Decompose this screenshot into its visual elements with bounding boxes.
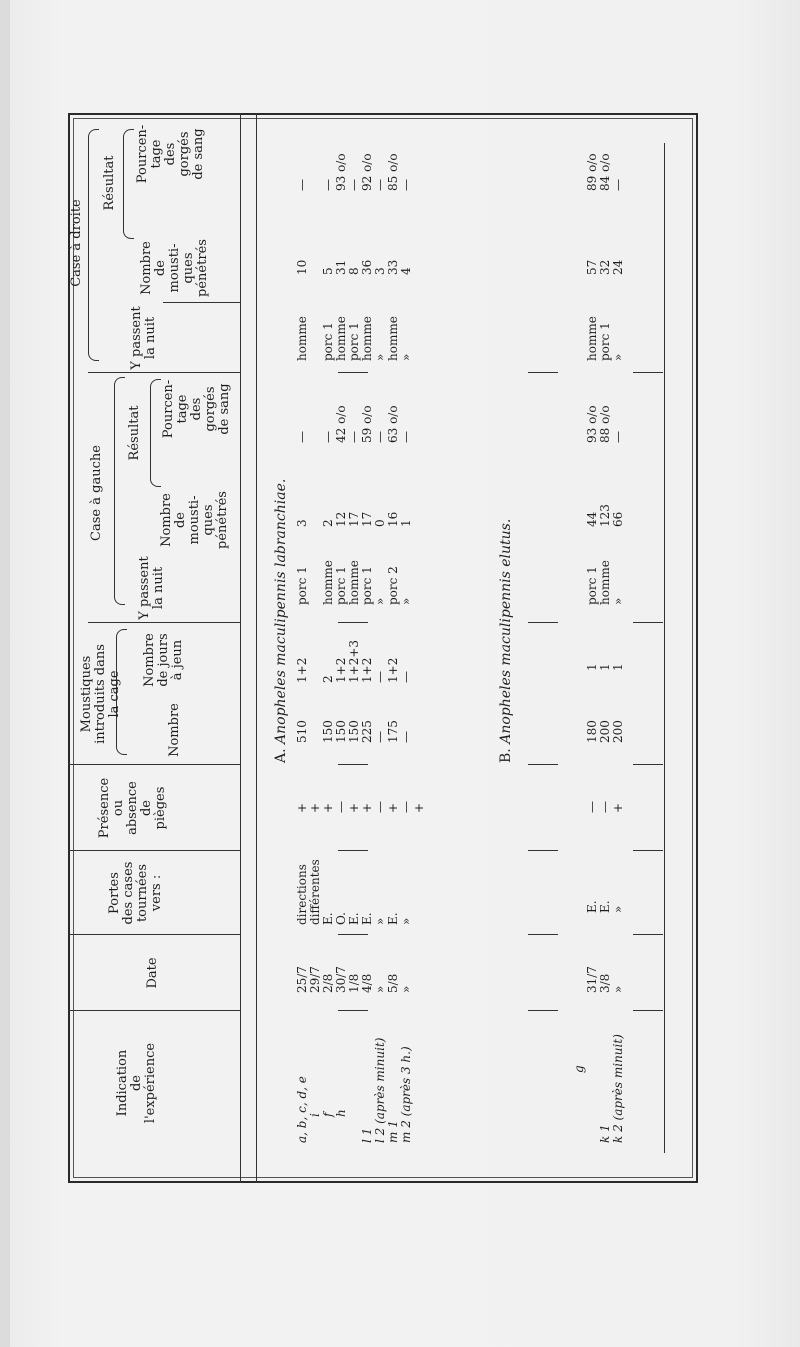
table-cell: O.	[334, 912, 348, 925]
table-cell: 150	[347, 720, 361, 743]
table-cell: k 2 (après minuit)	[611, 1034, 625, 1143]
table-cell: 1+2	[295, 657, 309, 683]
table-cell: 17	[347, 511, 361, 527]
table-cell: —	[399, 431, 413, 443]
header-jours	[143, 625, 185, 695]
table-cell: +	[295, 802, 309, 813]
table-cell: —	[321, 431, 335, 443]
section-title: Anopheles maculipennis labranchiae.	[273, 478, 289, 744]
table-cell: 3/8	[598, 973, 612, 993]
header-text: des cases	[121, 861, 136, 925]
table-cell: porc 1	[585, 566, 599, 605]
table-cell: porc 1	[360, 566, 374, 605]
table-cell: —	[334, 801, 348, 813]
header-droite-pourcen	[136, 119, 206, 189]
table-cell: +	[308, 802, 322, 813]
table-cell: 33	[386, 259, 400, 275]
table-cell: +	[321, 802, 335, 813]
a-pieges-col	[296, 801, 426, 813]
table-cell: porc 1	[598, 322, 612, 361]
header-text: Présence	[97, 777, 112, 839]
table-cell: »	[373, 985, 387, 993]
header-pieges	[98, 769, 168, 847]
header-text: des	[189, 397, 204, 421]
a-droite-passent-col	[296, 316, 413, 361]
header-text: Case à gauche	[89, 445, 104, 541]
a-indication-col	[296, 1038, 413, 1143]
header-text: gorgés	[177, 131, 192, 177]
a-droite-pct-col	[296, 153, 413, 191]
header-gauche-mousti	[160, 487, 230, 553]
header-text: Pourcen-	[135, 124, 150, 184]
table-cell: 25/7	[295, 966, 309, 993]
table-cell: —	[373, 801, 387, 813]
header-text: Nombre	[139, 241, 154, 295]
data-sep	[528, 764, 558, 765]
table-cell: 1+2+3	[347, 639, 361, 683]
table-cell: 1+2	[360, 657, 374, 683]
table-cell: homme	[598, 560, 612, 605]
header-gauche-passent	[138, 555, 166, 621]
table-cell: 4/8	[360, 973, 374, 993]
data-sep	[633, 372, 663, 373]
table-cell: i	[308, 1113, 322, 1117]
b-gauche-passent-col	[586, 560, 625, 605]
header-text: l'expérience	[143, 1042, 158, 1124]
brace-resultat-gauche	[150, 379, 161, 487]
table-cell: —	[611, 431, 625, 443]
table-cell: 2/8	[321, 973, 335, 993]
header-text: vers :	[149, 874, 164, 912]
table-cell: 57	[585, 259, 599, 275]
header-text: pénétrés	[195, 239, 210, 297]
header-text: la nuit	[143, 316, 158, 360]
table-cell: —	[611, 179, 625, 191]
a-nombre-col	[296, 720, 413, 743]
col-sep	[68, 934, 240, 935]
bottom-rule	[664, 143, 665, 1153]
table-cell: E.	[321, 912, 335, 925]
table-cell: E.	[598, 900, 612, 913]
table-cell: 88 o/o	[598, 405, 612, 443]
table-cell: 36	[360, 259, 374, 275]
table-cell: 24	[611, 259, 625, 275]
table-cell: 200	[598, 720, 612, 743]
data-sep	[633, 764, 663, 765]
header-gauche-resultat	[128, 383, 142, 483]
header-droite-resultat	[103, 133, 117, 233]
header-text: Nombre	[159, 493, 174, 547]
table-cell: 66	[611, 511, 625, 527]
col-sep	[163, 302, 240, 303]
table-cell: 93 o/o	[334, 153, 348, 191]
data-sep	[528, 622, 558, 623]
table-cell: 44	[585, 511, 599, 527]
table-cell: 59 o/o	[360, 405, 374, 443]
table-cell: porc 1	[347, 322, 361, 361]
table-cell: porc 1	[334, 566, 348, 605]
table-cell: —	[585, 801, 599, 813]
header-text: introduits dans	[93, 644, 108, 744]
table-cell: 93 o/o	[585, 405, 599, 443]
page-gutter	[0, 0, 10, 1347]
header-text: ou	[111, 799, 126, 817]
col-sep	[68, 850, 240, 851]
table-cell: 1	[585, 663, 599, 671]
a-droite-nombre-col	[296, 260, 413, 275]
table-cell: m 2 (après 3 h.)	[399, 1046, 413, 1143]
b-droite-nombre-col	[586, 260, 625, 275]
header-gauche-pourcen	[162, 375, 232, 443]
table-cell: 200	[611, 720, 625, 743]
brace-case-gauche	[114, 377, 125, 605]
table-cell: +	[347, 802, 361, 813]
header-droite-passent	[130, 305, 158, 371]
header-text: de	[139, 800, 154, 817]
table-cell: —	[347, 431, 361, 443]
header-case-gauche	[90, 403, 104, 583]
table-cell: a, b, c, d, e	[295, 1076, 309, 1143]
table-cell: directions	[295, 864, 309, 925]
table-cell: —	[598, 801, 612, 813]
table-cell: +	[360, 802, 374, 813]
table-cell: porc 1	[321, 322, 335, 361]
a-jours-col	[296, 640, 413, 683]
table-cell: porc 1	[295, 566, 309, 605]
col-sep	[88, 622, 240, 623]
table-cell: 2	[321, 519, 335, 527]
header-text: Nombre	[142, 633, 157, 687]
table-cell: différentes	[308, 859, 322, 925]
table-cell: —	[399, 671, 413, 683]
header-text: la cage	[107, 670, 122, 718]
table-cell: —	[373, 671, 387, 683]
table-cell: 84 o/o	[598, 153, 612, 191]
header-text: Nombre	[167, 703, 182, 757]
data-sep	[528, 850, 558, 851]
table-cell: 30/7	[334, 966, 348, 993]
header-text: tournées	[135, 863, 150, 923]
header-text: pièges	[153, 786, 168, 830]
table-cell: 8	[347, 267, 361, 275]
table-cell: —	[373, 431, 387, 443]
header-text: Pourcen-	[161, 379, 176, 439]
table-cell: porc 2	[386, 566, 400, 605]
data-sep	[633, 934, 663, 935]
table-cell: homme	[585, 316, 599, 361]
brace-case-droite	[88, 129, 99, 361]
table-cell: —	[373, 731, 387, 743]
header-text: tage	[149, 139, 164, 169]
header-text: gorgés	[203, 386, 218, 432]
table-cell: E.	[360, 912, 374, 925]
data-sep	[338, 934, 368, 935]
table-cell: +	[386, 802, 400, 813]
header-text: de sang	[191, 128, 206, 180]
b-indication-col	[573, 1034, 625, 1143]
header-rule-double	[256, 113, 257, 1183]
table-cell: 16	[386, 511, 400, 527]
table-cell: 4	[399, 267, 413, 275]
header-indication	[116, 1023, 158, 1143]
table-cell: 17	[360, 511, 374, 527]
header-text: de jours	[156, 633, 171, 687]
table-cell: 1	[611, 663, 625, 671]
data-sep	[338, 850, 368, 851]
table-cell: 1+2	[386, 657, 400, 683]
b-droite-pct-col	[586, 153, 625, 191]
table-cell: »	[399, 597, 413, 605]
table-cell: 63 o/o	[386, 405, 400, 443]
table-cell: homme	[321, 560, 335, 605]
table-cell: 180	[585, 720, 599, 743]
table-cell: h	[334, 1109, 348, 1117]
header-moustiques	[80, 625, 122, 763]
table-cell: 150	[334, 720, 348, 743]
section-b-title	[498, 519, 514, 763]
table-cell: +	[611, 802, 625, 813]
header-text: ques	[201, 504, 216, 536]
table-cell: 225	[360, 720, 374, 743]
header-text: Date	[145, 957, 160, 989]
table-cell: homme	[347, 560, 361, 605]
data-sep	[338, 764, 368, 765]
data-sep	[528, 372, 558, 373]
table-cell: —	[295, 431, 309, 443]
section-label: A.	[273, 748, 289, 763]
header-text: de	[153, 260, 168, 277]
table-cell: »	[611, 353, 625, 361]
table-cell: 1	[598, 663, 612, 671]
b-date-col	[586, 966, 625, 993]
data-sep	[633, 850, 663, 851]
b-gauche-nombre-col	[586, 504, 625, 527]
table-cell: 3	[295, 519, 309, 527]
header-nombre	[168, 697, 182, 763]
header-text: Portes	[107, 872, 122, 914]
header-text: pénétrés	[215, 491, 230, 549]
table-cell: —	[295, 179, 309, 191]
col-sep	[68, 764, 240, 765]
table-cell: —	[399, 179, 413, 191]
table-cell: E.	[585, 900, 599, 913]
table-cell: 85 o/o	[386, 153, 400, 191]
table-cell: —	[399, 731, 413, 743]
table-cell: —	[347, 179, 361, 191]
table-cell: 89 o/o	[585, 153, 599, 191]
header-text: mousti-	[167, 243, 182, 293]
header-text: ques	[181, 252, 196, 284]
table-cell: 29/7	[308, 966, 322, 993]
table-cell: l 2 (après minuit)	[373, 1037, 387, 1143]
header-text: de	[173, 512, 188, 529]
b-droite-passent-col	[586, 316, 625, 361]
table-cell: »	[611, 985, 625, 993]
b-jours-col	[586, 663, 625, 671]
table-cell: 510	[295, 720, 309, 743]
table-cell: 12	[334, 511, 348, 527]
table-cell: 92 o/o	[360, 153, 374, 191]
header-text: Y passent	[129, 306, 144, 370]
data-sep	[338, 1010, 368, 1011]
table-cell: »	[611, 597, 625, 605]
a-gauche-passent-col	[296, 560, 413, 605]
table-cell: »	[399, 917, 413, 925]
data-sep	[338, 372, 368, 373]
table-cell: homme	[360, 316, 374, 361]
table-cell: »	[611, 905, 625, 913]
table-cell: homme	[334, 316, 348, 361]
table-cell: 1+2	[334, 657, 348, 683]
table-cell: f	[321, 1112, 335, 1117]
a-gauche-nombre-col	[296, 512, 413, 527]
header-text: Moustiques	[79, 655, 94, 733]
table-cell: 5/8	[386, 973, 400, 993]
header-text: Résultat	[102, 155, 117, 211]
header-text: des	[163, 142, 178, 166]
data-sep	[338, 622, 368, 623]
table-cell: »	[399, 353, 413, 361]
table-cell: 32	[598, 259, 612, 275]
table-cell: —	[399, 801, 413, 813]
table-cell: —	[373, 179, 387, 191]
header-portes	[108, 855, 164, 931]
table-cell: »	[373, 597, 387, 605]
header-text: absence	[125, 781, 140, 835]
header-droite-mousti	[140, 235, 210, 301]
header-text: Résultat	[127, 405, 142, 461]
table-cell: 175	[386, 720, 400, 743]
table-cell: E.	[386, 912, 400, 925]
data-sep	[633, 622, 663, 623]
table-cell: k 1	[598, 1124, 612, 1143]
col-sep	[88, 372, 240, 373]
rotated-table	[68, 113, 698, 1183]
header-text: à jeun	[170, 639, 185, 681]
table-cell: homme	[295, 316, 309, 361]
b-gauche-pct-col	[586, 405, 625, 443]
table-cell: 0	[373, 519, 387, 527]
table-cell: —	[321, 179, 335, 191]
table-cell: homme	[386, 316, 400, 361]
table-cell: 10	[295, 259, 309, 275]
header-date	[146, 943, 160, 1003]
header-rule	[240, 113, 241, 1183]
header-text: mousti-	[187, 495, 202, 545]
table-cell: »	[399, 985, 413, 993]
table-cell: 2	[321, 675, 335, 683]
table-cell: »	[373, 917, 387, 925]
b-portes-col	[586, 900, 625, 913]
b-nombre-col	[586, 720, 625, 743]
table-cell: 31/7	[585, 966, 599, 993]
header-text: de sang	[217, 383, 232, 435]
table-cell: 5	[321, 267, 335, 275]
header-text: Case à droite	[69, 199, 84, 287]
section-a-title	[273, 479, 289, 763]
table-cell: 3	[373, 267, 387, 275]
table-cell: l 1	[360, 1127, 374, 1143]
a-portes-col	[296, 859, 413, 925]
col-sep	[68, 1010, 240, 1011]
b-pieges-col	[586, 801, 625, 813]
table-cell: 31	[334, 259, 348, 275]
table-cell: 123	[598, 504, 612, 527]
table-cell: »	[373, 353, 387, 361]
table-cell: g	[572, 1065, 586, 1073]
header-text: la nuit	[151, 566, 166, 610]
header-text: tage	[175, 394, 190, 424]
header-text: de	[129, 1075, 144, 1092]
header-case-droite	[70, 153, 84, 333]
a-gauche-pct-col	[296, 405, 413, 443]
header-text: Y passent	[137, 556, 152, 620]
section-title: Anopheles maculipennis elutus.	[498, 518, 514, 744]
brace-resultat-droite	[123, 129, 134, 239]
a-date-col	[296, 966, 413, 993]
table-cell: m 1	[386, 1120, 400, 1143]
data-sep	[528, 934, 558, 935]
section-label: B.	[498, 748, 514, 763]
table-cell: 42 o/o	[334, 405, 348, 443]
header-text: Indication	[115, 1049, 130, 1117]
table-cell: 150	[321, 720, 335, 743]
data-sep	[528, 1010, 558, 1011]
table-cell: E.	[347, 912, 361, 925]
table-cell: +	[412, 802, 426, 813]
table-cell: 1	[399, 519, 413, 527]
table-cell: 1/8	[347, 973, 361, 993]
data-sep	[633, 1010, 663, 1011]
